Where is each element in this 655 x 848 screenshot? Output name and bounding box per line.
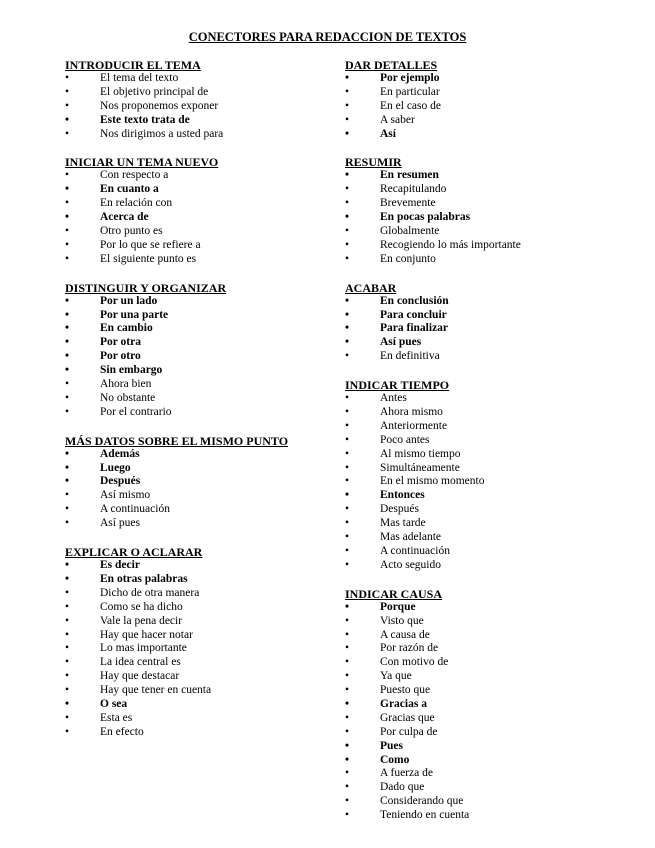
bullet-icon: •	[345, 294, 350, 307]
section-heading: INTRODUCIR EL TEMA	[65, 58, 201, 72]
right-column	[345, 58, 645, 837]
list-item	[65, 378, 340, 392]
bullet-icon: •	[345, 169, 350, 182]
list-item	[65, 322, 340, 336]
list-item	[65, 462, 340, 476]
list-item	[65, 559, 340, 573]
bullet-icon: •	[65, 211, 70, 224]
list-item	[345, 642, 645, 656]
section-acabar	[345, 281, 645, 364]
list-item	[345, 114, 645, 128]
bullet-icon: •	[345, 447, 350, 460]
bullet-icon: •	[65, 725, 70, 738]
bullet-icon: •	[345, 99, 350, 112]
list-item-text: Ya que	[380, 670, 412, 683]
list-item-text: Hay que tener en cuenta	[100, 684, 212, 697]
list-item	[65, 392, 340, 406]
list-item-text: Por otro	[100, 350, 141, 363]
bullet-icon: •	[345, 781, 350, 794]
list-item	[345, 72, 645, 86]
connector-list	[65, 448, 340, 531]
list-item	[65, 309, 340, 323]
bullet-icon: •	[345, 419, 350, 432]
list-item	[65, 642, 340, 656]
list-item-text: Por lo que se refiere a	[100, 238, 201, 251]
bullet-icon: •	[345, 392, 350, 405]
list-item	[345, 698, 645, 712]
list-item-text: Por razón de	[380, 642, 439, 655]
list-item	[65, 517, 340, 531]
bullet-icon: •	[345, 350, 350, 363]
list-item	[345, 517, 645, 531]
list-item-text: Anteriormente	[380, 419, 448, 432]
list-item-text: A fuerza de	[380, 767, 433, 780]
connector-list	[345, 169, 645, 266]
connector-list	[345, 295, 645, 364]
bullet-icon: •	[345, 670, 350, 683]
bullet-icon: •	[345, 656, 350, 669]
list-item	[65, 128, 340, 142]
bullet-icon: •	[345, 183, 350, 196]
bullet-icon: •	[65, 489, 70, 502]
list-item-text: En relación con	[100, 197, 173, 210]
list-item	[65, 615, 340, 629]
list-item-text: En particular	[380, 85, 440, 98]
list-item-text: Poco antes	[380, 433, 430, 446]
list-item-text: Así	[380, 127, 396, 140]
list-item	[345, 795, 645, 809]
bullet-icon: •	[345, 642, 350, 655]
bullet-icon: •	[345, 322, 350, 335]
section-heading: ACABAR	[345, 280, 397, 295]
list-item	[345, 670, 645, 684]
list-item-text: Por el contrario	[100, 405, 172, 418]
list-item	[345, 86, 645, 100]
connector-list	[345, 72, 645, 141]
list-item	[65, 197, 340, 211]
list-item	[65, 364, 340, 378]
list-item-text: Para finalizar	[380, 322, 449, 335]
list-item-text: A causa de	[380, 628, 430, 641]
bullet-icon: •	[345, 197, 350, 210]
bullet-icon: •	[65, 405, 70, 418]
document-title: CONECTORES PARA REDACCION DE TEXTOS	[188, 30, 467, 44]
list-item	[345, 726, 645, 740]
section-dar-detalles	[345, 58, 645, 141]
bullet-icon: •	[345, 753, 350, 766]
list-item	[345, 253, 645, 267]
list-item-text: Esta es	[100, 711, 133, 724]
list-item	[345, 559, 645, 573]
list-item	[65, 629, 340, 643]
list-item-text: Después	[380, 503, 419, 516]
list-item-text: Por ejemplo	[380, 72, 440, 84]
list-item	[345, 448, 645, 462]
list-item	[65, 448, 340, 462]
bullet-icon: •	[65, 684, 70, 697]
list-item	[65, 684, 340, 698]
list-item	[345, 100, 645, 114]
bullet-icon: •	[345, 725, 350, 738]
list-item	[345, 336, 645, 350]
list-item-text: Teniendo en cuenta	[380, 809, 470, 822]
list-item-text: Por una parte	[100, 308, 169, 321]
section-heading: RESUMIR	[345, 155, 402, 170]
bullet-icon: •	[65, 364, 70, 377]
bullet-icon: •	[345, 127, 350, 140]
connector-list	[345, 601, 645, 823]
bullet-icon: •	[345, 614, 350, 627]
list-item-text: Luego	[100, 461, 131, 474]
list-item-text: Acerca de	[100, 211, 149, 224]
list-item-text: El tema del texto	[100, 72, 179, 84]
list-item	[345, 489, 645, 503]
list-item-text: Mas adelante	[380, 531, 441, 544]
list-item-text: En conclusión	[380, 294, 449, 307]
list-item-text: Visto que	[380, 614, 424, 627]
section-distinguir-y-organizar	[65, 281, 340, 420]
list-item	[345, 767, 645, 781]
bullet-icon: •	[65, 225, 70, 238]
list-item-text: Simultáneamente	[380, 461, 460, 474]
bullet-icon: •	[345, 85, 350, 98]
bullet-icon: •	[345, 211, 350, 224]
bullet-icon: •	[65, 322, 70, 335]
list-item-text: Gracias a	[380, 697, 427, 710]
bullet-icon: •	[345, 225, 350, 238]
list-item-text: El objetivo principal de	[100, 85, 209, 98]
bullet-icon: •	[65, 586, 70, 599]
connector-list	[65, 169, 340, 266]
bullet-icon: •	[65, 447, 70, 460]
bullet-icon: •	[65, 183, 70, 196]
list-item	[345, 475, 645, 489]
list-item	[345, 531, 645, 545]
list-item-text: Hay que destacar	[100, 670, 180, 683]
bullet-icon: •	[65, 252, 70, 265]
section-heading: EXPLICAR O ACLARAR	[65, 545, 203, 560]
list-item-text: En conjunto	[380, 252, 436, 265]
list-item	[65, 406, 340, 420]
bullet-icon: •	[65, 336, 70, 349]
list-item-text: Dicho de otra manera	[100, 586, 200, 599]
list-item	[65, 489, 340, 503]
list-item	[345, 615, 645, 629]
list-item	[345, 545, 645, 559]
list-item-text: Sin embargo	[100, 364, 163, 377]
list-item	[65, 72, 340, 86]
bullet-icon: •	[345, 252, 350, 265]
list-item-text: Antes	[380, 392, 407, 405]
list-item	[345, 754, 645, 768]
list-item	[65, 670, 340, 684]
bullet-icon: •	[345, 503, 350, 516]
list-item	[65, 712, 340, 726]
list-item	[345, 211, 645, 225]
bullet-icon: •	[65, 711, 70, 724]
list-item-text: Dado que	[380, 781, 425, 794]
list-item-text: O sea	[100, 697, 128, 710]
list-item-text: En definitiva	[380, 350, 440, 363]
list-item-text: Es decir	[100, 559, 140, 572]
bullet-icon: •	[345, 544, 350, 557]
list-item-text: Acto seguido	[380, 558, 442, 571]
connector-list	[65, 295, 340, 420]
list-item-text: A continuación	[100, 503, 170, 516]
list-item-text: Considerando que	[380, 795, 464, 808]
list-item-text: Lo mas importante	[100, 642, 187, 655]
bullet-icon: •	[65, 169, 70, 182]
list-item-text: En cuanto a	[100, 183, 159, 196]
bullet-icon: •	[65, 99, 70, 112]
list-item-text: En resumen	[380, 169, 439, 182]
bullet-icon: •	[65, 238, 70, 251]
section-heading: INDICAR TIEMPO	[345, 378, 450, 393]
bullet-icon: •	[65, 572, 70, 585]
list-item	[65, 86, 340, 100]
list-item	[345, 601, 645, 615]
list-item-text: Así mismo	[100, 489, 151, 502]
connector-list	[65, 72, 340, 141]
list-item	[65, 503, 340, 517]
list-item-text: Como se ha dicho	[100, 600, 183, 613]
bullet-icon: •	[65, 350, 70, 363]
list-item	[65, 726, 340, 740]
bullet-icon: •	[65, 517, 70, 530]
list-item	[345, 350, 645, 364]
list-item-text: En cambio	[100, 322, 153, 335]
bullet-icon: •	[65, 475, 70, 488]
section-heading: MÁS DATOS SOBRE EL MISMO PUNTO	[65, 433, 289, 448]
list-item	[345, 503, 645, 517]
section-indicar-causa	[345, 587, 645, 823]
bullet-icon: •	[345, 739, 350, 752]
list-item-text: Puesto que	[380, 684, 431, 697]
bullet-icon: •	[65, 113, 70, 126]
section-explicar-o-aclarar	[65, 545, 340, 740]
list-item	[65, 183, 340, 197]
list-item-text: A saber	[380, 113, 415, 126]
bullet-icon: •	[65, 197, 70, 210]
section-mas-datos-sobre-el-mismo-punto	[65, 434, 340, 531]
list-item-text: Otro punto es	[100, 225, 163, 238]
list-item	[345, 225, 645, 239]
list-item-text: Después	[100, 475, 141, 488]
list-item	[345, 434, 645, 448]
bullet-icon: •	[65, 461, 70, 474]
bullet-icon: •	[65, 559, 70, 572]
section-heading: INDICAR CAUSA	[345, 586, 443, 601]
bullet-icon: •	[345, 767, 350, 780]
list-item-text: Brevemente	[380, 197, 436, 210]
connector-list	[65, 559, 340, 740]
list-item-text: Porque	[380, 600, 416, 613]
list-item-text: Mas tarde	[380, 517, 426, 530]
list-item-text: Recapitulando	[380, 183, 447, 196]
list-item	[345, 684, 645, 698]
list-item-text: Entonces	[380, 489, 425, 502]
list-item-text: Nos proponemos exponer	[100, 99, 219, 112]
list-item	[65, 601, 340, 615]
bullet-icon: •	[65, 127, 70, 140]
bullet-icon: •	[65, 85, 70, 98]
list-item-text: Por otra	[100, 336, 141, 349]
section-iniciar-un-tema-nuevo	[65, 155, 340, 266]
list-item	[65, 114, 340, 128]
bullet-icon: •	[345, 308, 350, 321]
list-item-text: Por un lado	[100, 294, 158, 307]
bullet-icon: •	[65, 697, 70, 710]
list-item	[345, 781, 645, 795]
list-item-text: Como	[380, 753, 410, 766]
list-item-text: Con motivo de	[380, 656, 449, 669]
list-item	[65, 239, 340, 253]
bullet-icon: •	[345, 406, 350, 419]
list-item-text: En otras palabras	[100, 572, 188, 585]
list-item-text: En el mismo momento	[380, 475, 485, 488]
list-item	[65, 336, 340, 350]
bullet-icon: •	[65, 614, 70, 627]
list-item-text: En pocas palabras	[380, 211, 471, 224]
list-item-text: Ahora bien	[100, 378, 152, 391]
list-item-text: Este texto trata de	[100, 113, 190, 126]
list-item	[65, 100, 340, 114]
bullet-icon: •	[345, 809, 350, 822]
bullet-icon: •	[65, 642, 70, 655]
bullet-icon: •	[345, 72, 350, 84]
list-item-text: Vale la pena decir	[100, 614, 183, 627]
section-heading: DISTINGUIR Y ORGANIZAR	[65, 280, 227, 295]
bullet-icon: •	[345, 475, 350, 488]
bullet-icon: •	[345, 531, 350, 544]
list-item	[345, 197, 645, 211]
section-resumir	[345, 155, 645, 266]
list-item-text: Así pues	[380, 336, 422, 349]
list-item	[345, 656, 645, 670]
list-item	[345, 322, 645, 336]
list-item	[65, 350, 340, 364]
list-item-text: Ahora mismo	[380, 406, 443, 419]
bullet-icon: •	[65, 72, 70, 84]
bullet-icon: •	[345, 628, 350, 641]
list-item	[345, 809, 645, 823]
list-item	[65, 211, 340, 225]
list-item	[345, 183, 645, 197]
bullet-icon: •	[65, 670, 70, 683]
list-item-text: Pues	[380, 739, 403, 752]
section-heading: DAR DETALLES	[345, 58, 438, 72]
list-item	[65, 225, 340, 239]
section-heading: INICIAR UN TEMA NUEVO	[65, 155, 219, 170]
list-item-text: Hay que hacer notar	[100, 628, 193, 641]
bullet-icon: •	[65, 294, 70, 307]
list-item-text: En el caso de	[380, 99, 441, 112]
list-item	[65, 253, 340, 267]
list-item-text: Con respecto a	[100, 169, 169, 182]
bullet-icon: •	[345, 489, 350, 502]
bullet-icon: •	[65, 503, 70, 516]
bullet-icon: •	[345, 795, 350, 808]
list-item	[345, 392, 645, 406]
list-item-text: Globalmente	[380, 225, 440, 238]
bullet-icon: •	[65, 600, 70, 613]
bullet-icon: •	[345, 600, 350, 613]
list-item-text: Nos dirigimos a usted para	[100, 127, 224, 140]
bullet-icon: •	[345, 113, 350, 126]
bullet-icon: •	[65, 308, 70, 321]
list-item	[65, 656, 340, 670]
list-item	[345, 740, 645, 754]
list-item-text: En efecto	[100, 725, 144, 738]
list-item-text: A continuación	[380, 544, 450, 557]
list-item	[345, 462, 645, 476]
list-item	[345, 629, 645, 643]
bullet-icon: •	[345, 238, 350, 251]
list-item	[345, 406, 645, 420]
list-item-text: Por culpa de	[380, 725, 438, 738]
bullet-icon: •	[65, 378, 70, 391]
bullet-icon: •	[65, 656, 70, 669]
bullet-icon: •	[345, 697, 350, 710]
bullet-icon: •	[345, 517, 350, 530]
list-item	[65, 475, 340, 489]
list-item	[65, 295, 340, 309]
bullet-icon: •	[65, 628, 70, 641]
list-item	[345, 239, 645, 253]
left-column	[65, 58, 340, 754]
list-item	[345, 295, 645, 309]
bullet-icon: •	[345, 684, 350, 697]
bullet-icon: •	[345, 558, 350, 571]
bullet-icon: •	[345, 336, 350, 349]
list-item	[345, 128, 645, 142]
list-item-text: Recogiendo lo más importante	[380, 238, 521, 251]
list-item	[345, 169, 645, 183]
list-item-text: Así pues	[100, 517, 140, 530]
list-item	[65, 698, 340, 712]
list-item-text: El siguiente punto es	[100, 252, 197, 265]
bullet-icon: •	[345, 433, 350, 446]
list-item	[65, 587, 340, 601]
section-indicar-tiempo	[345, 378, 645, 573]
list-item	[345, 712, 645, 726]
list-item	[345, 420, 645, 434]
list-item	[65, 169, 340, 183]
list-item	[65, 573, 340, 587]
list-item	[345, 309, 645, 323]
bullet-icon: •	[345, 461, 350, 474]
list-item-text: Gracias que	[380, 711, 435, 724]
bullet-icon: •	[345, 711, 350, 724]
section-introducir-el-tema	[65, 58, 340, 141]
list-item-text: Además	[100, 447, 140, 460]
list-item-text: No obstante	[100, 391, 156, 404]
list-item-text: La idea central es	[100, 656, 181, 669]
connector-list	[345, 392, 645, 573]
bullet-icon: •	[65, 391, 70, 404]
list-item-text: Para concluir	[380, 308, 447, 321]
list-item-text: Al mismo tiempo	[380, 447, 461, 460]
